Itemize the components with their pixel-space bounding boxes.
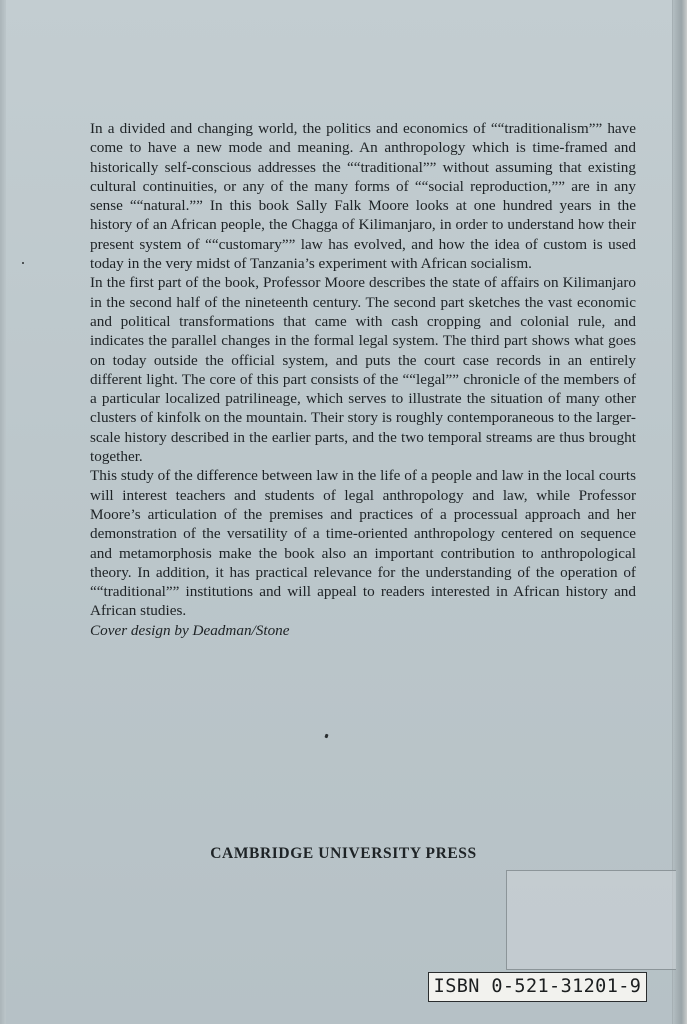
publisher-name: CAMBRIDGE UNIVERSITY PRESS — [210, 845, 477, 862]
left-edge-wear — [0, 0, 6, 1024]
isbn-label: ISBN 0-521-31201-9 — [428, 972, 647, 1002]
blurb-paragraph-1: In a divided and changing world, the politics and economics of ““traditionalism”” have come to have a new mode and meaning. An anthropology which is time-framed and historically self-conscious addresses the ““traditional”” without assuming that existing cultural continuities, or any of the many forms of ““social reproduction,”” are in any sense ““natural.”” In this book Sally Falk Moore looks at one hundred years in the history of an African people, the Chagga of Kilimanjaro, in order to understand how their present system of ““customary”” law has evolved, and how the idea of custom is used today in the very midst of Tanzania’s experiment with African socialism. — [90, 120, 636, 273]
sticker-residue — [506, 870, 676, 970]
ink-speck — [324, 734, 328, 739]
blurb-paragraph-3: This study of the difference between law in the life of a people and law in the local courts will interest teachers and students of legal anthropology and law, while Professor Moore’s articulation of the premises and practices of a processual approach and her demonstration of the versatility of a time-oriented anthropology centered on sequence and metamorphosis make the book also an important contribution to anthropological theory. In addition, it has practical relevance for the understanding of the operation of ““traditional”” institutions and will appeal to readers interested in African history and African studies. — [90, 467, 636, 620]
dust-speck — [22, 262, 24, 264]
cover-design-credit: Cover design by Deadman/Stone — [90, 621, 290, 639]
blurb-paragraph-2: In the first part of the book, Professor Moore describes the state of affairs on Kilimanjaro in the second half of the nineteenth century. The second part sketches the vast economic and political transformations that came with cash cropping and colonial rule, and indicates the parallel changes in the formal legal system. The third part shows what goes on today outside the official system, and puts the court case records in an entirely different light. The core of this part consists of the ““legal”” chronicle of the members of a particular localized patrilineage, which serves to illustrate the situation of many other clusters of kinfolk on the mountain. Their story is roughly contemporaneous to the larger-scale history described in the earlier parts, and the two temporal streams are thus brought together. — [90, 274, 636, 466]
blurb-text — [90, 119, 636, 640]
